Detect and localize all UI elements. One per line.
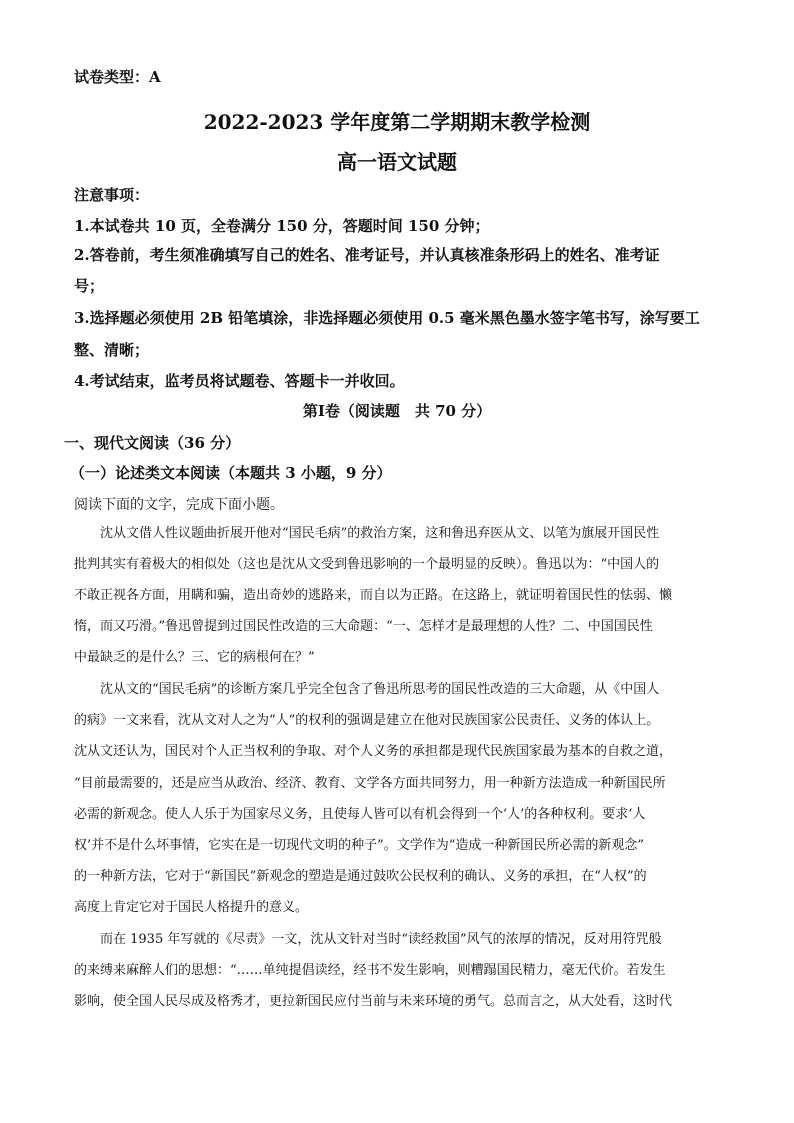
note-item-2-line-2: 号； [74,277,105,295]
passage-line: “目前最需要的，还是应当从政治、经济、教育、文学各方面共同努力，用一种新方法造成一种新国民所 [74,776,666,791]
passage-line: 的病》一文来看，沈从文对人之为“人”的权利的强调是建立在他对民族国家公民责任、义务的体认上。 [74,713,660,728]
passage-line: 惰，而又巧滑。”鲁迅曾提到过国民性改造的三大命题：“一、怎样才是最理想的人性？二、中国国民性 [74,619,653,634]
passage-line: 权’并不是什么坏事情，它实在是一切现代文明的种子”。文学作为“造成一种新国民所必需的新观念” [74,838,645,853]
passage-line: 而在 1935 年写就的《尽责》一文，沈从文针对当时“读经救国”风气的浓厚的情况，反对用符咒般 [100,932,662,947]
note-item-2-line-1: 2.答卷前，考生须准确填写自己的姓名、准考证号，并认真核准条形码上的姓名、准考证 [74,246,660,264]
passage-line: 沈从文还认为，国民对个人正当权利的争取、对个人义务的承担都是现代民族国家最为基本的自救之道， [74,744,673,759]
passage-line: 的一种新方法，它对于“新国民”新观念的塑造是通过鼓吹公民权利的确认、义务的承担，在“人权”的 [74,869,647,884]
passage-line: 的来缚来麻醉人们的思想：“……单纯提倡读经，经书不发生影响，则糟蹋国民精力，毫无代价。若发生 [74,963,666,978]
paper-type-label: 试卷类型：A [74,68,161,86]
passage-line: 影响，使全国人民尽成及格秀才，更拉新国民应付当前与未来环境的勇气。总而言之，从大处看，这时代 [74,994,673,1009]
section-heading: 一、现代文阅读（36 分） [64,434,241,452]
passage-line: 沈从文借人性议题曲折展开他对“国民毛病”的救治方案，这和鲁迅弃医从文、以笔为旗展开国民性 [100,526,660,541]
passage-line: 中最缺乏的是什么？三、它的病根何在？” [74,650,315,665]
notes-heading: 注意事项： [74,186,150,204]
passage-line: 必需的新观念。使人人乐于为国家尽义务，且使每人皆可以有机会得到一个‘人’的各种权利。要求‘人 [74,807,646,822]
note-item-3-line-2: 整、清晰； [74,341,150,359]
note-item-3-line-1: 3.选择题必须使用 2B 铅笔填涂，非选择题必须使用 0.5 毫米黑色墨水签字笔书写，涂写要工 [74,309,700,327]
part-heading: 第Ⅰ卷（阅读题 共 70 分） [302,402,492,420]
subsection-heading: （一）论述类文本阅读（本题共 3 小题，9 分） [70,464,392,482]
note-item-1: 1.本试卷共 10 页，全卷满分 150 分，答题时间 150 分钟； [74,217,490,235]
exam-title: 2022-2023 学年度第二学期期末教学检测 [203,110,591,134]
passage-line: 不敢正视各方面，用瞒和骗，造出奇妙的逃路来，而自以为正路。在这路上，就证明着国民性的怯弱、懒 [74,588,673,603]
passage-line: 沈从文的“国民毛病”的诊断方案几乎完全包含了鲁迅所思考的国民性改造的三大命题，从《中国人 [100,682,660,697]
note-item-4: 4.考试结束，监考员将试题卷、答题卡一并收回。 [74,372,405,390]
passage-line: 高度上肯定它对于国民人格提升的意义。 [74,900,309,915]
passage-line: 批判其实有着极大的相似处（这也是沈从文受到鲁迅影响的一个最明显的反映）。鲁迅以为：“中国人的 [74,557,660,572]
reading-instruction: 阅读下面的文字，完成下面小题。 [74,497,284,513]
exam-subtitle: 高一语文试题 [337,150,457,174]
